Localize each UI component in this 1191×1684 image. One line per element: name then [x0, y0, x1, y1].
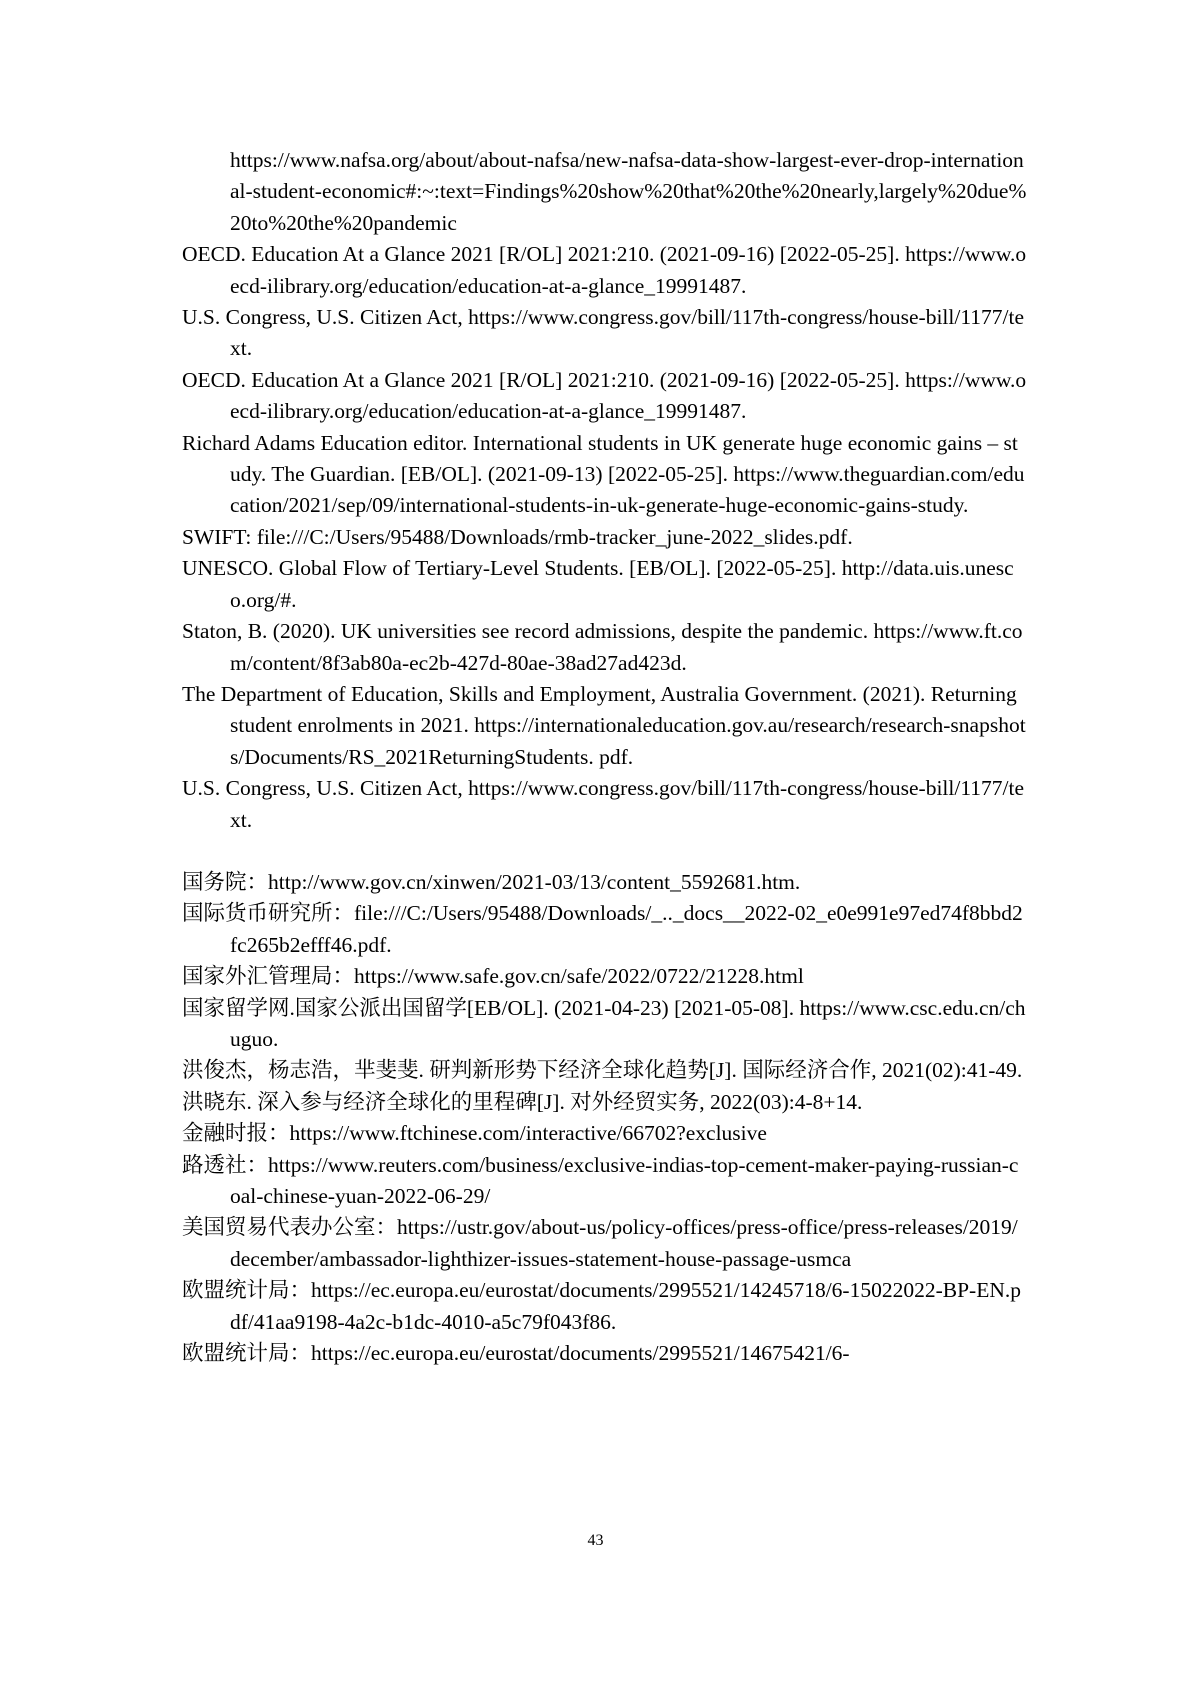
reference-list [182, 145, 1027, 1369]
reference-entry: 洪俊杰，杨志浩，芈斐斐. 研判新形势下经济全球化趋势[J]. 国际经济合作, 2021(02):41-49. [182, 1058, 1023, 1083]
reference-entry: 美国贸易代表办公室：https://ustr.gov/about-us/policy-offices/press-office/press-releases/2019/december/ambassador-lighthizer-issues-statement-house-passage-usmca [182, 1215, 1018, 1271]
reference-entry: 国际货币研究所：file:///C:/Users/95488/Downloads/_.._docs__2022-02_e0e991e97ed74f8bbd2fc265b2efff46.pdf. [182, 901, 1023, 957]
section-gap [182, 836, 1027, 867]
reference-entry: 路透社：https://www.reuters.com/business/exclusive-indias-top-cement-maker-paying-russian-coal-chinese-yuan-2022-06-29/ [182, 1152, 1019, 1208]
reference-entry: UNESCO. Global Flow of Tertiary-Level Students. [EB/OL]. [2022-05-25]. http://data.uis.unesco.org/#. [182, 556, 1014, 612]
reference-entry: Staton, B. (2020). UK universities see record admissions, despite the pandemic. https://www.ft.com/content/8f3ab80a-ec2b-427d-80ae-38ad27ad423d. [182, 619, 1023, 675]
reference-entry: 洪晓东. 深入参与经济全球化的里程碑[J]. 对外经贸实务, 2022(03):4-8+14. [182, 1089, 863, 1114]
reference-entry: U.S. Congress, U.S. Citizen Act, https://www.congress.gov/bill/117th-congress/house-bill/1177/text. [182, 305, 1025, 361]
english-references [182, 145, 1027, 836]
reference-entry: Richard Adams Education editor. International students in UK generate huge economic gains – study. The Guardian. [EB/OL]. (2021-09-13) [2022-05-25]. https://www.theguardian.com/education/2021/sep/09/international-students-in-uk-generate-huge-economic-gains-study. [182, 430, 1025, 518]
chinese-references [182, 867, 1027, 1370]
reference-entry: 欧盟统计局：https://ec.europa.eu/eurostat/documents/2995521/14675421/6- [182, 1341, 850, 1366]
reference-entry: U.S. Congress, U.S. Citizen Act, https://www.congress.gov/bill/117th-congress/house-bill/1177/text. [182, 776, 1025, 832]
reference-entry: SWIFT: file:///C:/Users/95488/Downloads/rmb-tracker_june-2022_slides.pdf. [182, 524, 853, 549]
reference-entry: 国务院：http://www.gov.cn/xinwen/2021-03/13/content_5592681.htm. [182, 869, 801, 894]
reference-entry: OECD. Education At a Glance 2021 [R/OL] 2021:210. (2021-09-16) [2022-05-25]. https://www.oecd-ilibrary.org/education/education-at-a-glance_19991487. [182, 367, 1027, 424]
page-number: 43 [587, 1532, 604, 1549]
reference-entry: OECD. Education At a Glance 2021 [R/OL] 2021:210. (2021-09-16) [2022-05-25]. https://www.oecd-ilibrary.org/education/education-at-a-glance_19991487. [182, 242, 1027, 298]
reference-entry: https://www.nafsa.org/about/about-nafsa/new-nafsa-data-show-largest-ever-drop-international-student-economic#:~:text=Findings%20show%20that%20the%20nearly,largely%20due%20to%20the%20pandemic [230, 148, 1027, 235]
reference-entry: 金融时报：https://www.ftchinese.com/interactive/66702?exclusive [182, 1121, 767, 1146]
reference-entry: 国家外汇管理局：https://www.safe.gov.cn/safe/2022/0722/21228.html [182, 964, 804, 989]
reference-entry: 国家留学网.国家公派出国留学[EB/OL]. (2021-04-23) [2021-05-08]. https://www.csc.edu.cn/chuguo. [182, 995, 1026, 1051]
reference-entry: 欧盟统计局：https://ec.europa.eu/eurostat/documents/2995521/14245718/6-15022022-BP-EN.pdf/41aa9198-4a2c-b1dc-4010-a5c79f043f86. [182, 1278, 1021, 1334]
reference-entry: The Department of Education, Skills and Employment, Australia Government. (2021). Returning student enrolments in 2021. https://internationaleducation.gov.au/research/research-snapshots/Documents/RS_2021ReturningStudents. pdf. [182, 681, 1026, 769]
